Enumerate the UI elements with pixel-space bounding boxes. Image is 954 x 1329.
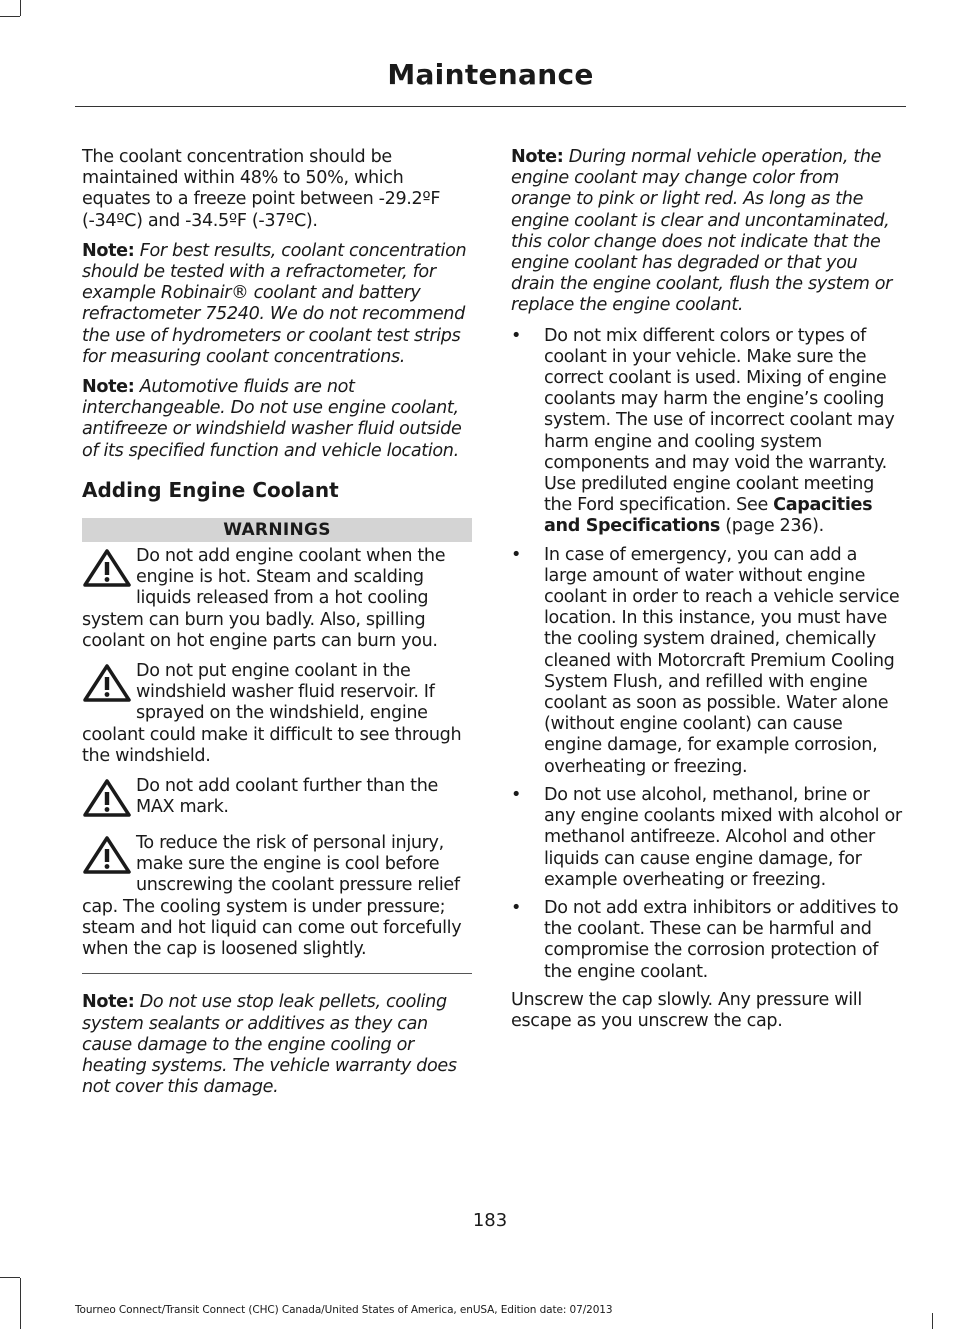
page-title: Maintenance	[387, 58, 594, 91]
page-number: 183	[472, 1210, 508, 1231]
warning-triangle-icon	[82, 548, 132, 590]
note-fluids	[82, 377, 472, 462]
list-item	[511, 326, 903, 538]
warning-text: Do not add coolant further than the MAX mark.	[136, 776, 439, 818]
closing-paragraph: Unscrew the cap slowly. Any pressure will escape as you unscrew the cap.	[511, 989, 862, 1031]
warning-item	[82, 661, 472, 767]
warning-text: To reduce the risk of personal injury, make sure the engine is cool before unscrewing the coolant pressure relief cap. The cooling system is under pressure; steam and hot liquid can come out forcefully when the cap is loosened slightly.	[82, 833, 462, 960]
warning-triangle-icon	[82, 663, 132, 705]
right-column	[511, 147, 903, 1041]
list-item-text: In case of emergency, you can add a large amount of water without engine coolant in order to reach a vehicle service location. In this instance, you must have the cooling system drained, chemically cleaned with Motorcraft Premium Cooling System Flush, and refilled with engine coolant as soon as possible. Water alone (without engine coolant) can cause engine damage, for example corrosion, overheating or freezing.	[544, 544, 900, 777]
note-text: For best results, coolant concentration should be tested with a refractometer, for example Robinair® coolant and battery refractometer 75240. We do not recommend the use of hydrometers or coolant test strips for measuring coolant concentrations.	[82, 240, 467, 367]
warning-item	[82, 546, 472, 652]
note-color-change	[511, 147, 903, 317]
note-text: Automotive fluids are not interchangeable. Do not use engine coolant, antifreeze or windshield washer fluid outside of its specified function and vehicle location.	[82, 377, 462, 461]
page-reference: (page 236).	[720, 516, 824, 537]
crop-mark	[20, 0, 21, 16]
warnings-header: WARNINGS	[82, 518, 472, 542]
crop-mark	[932, 1313, 933, 1329]
title-rule	[75, 106, 906, 107]
warnings-end-rule	[82, 973, 472, 974]
note-text: Do not use stop leak pellets, cooling system sealants or additives as they can cause damage to the engine cooling or heating systems. The vehicle warranty does not cover this damage.	[82, 992, 457, 1098]
bullet-icon: •	[511, 325, 522, 346]
note-label: Note:	[511, 147, 564, 167]
list-item-text: Do not use alcohol, methanol, brine or any engine coolants mixed with alcohol or methanol antifreeze. Alcohol and other liquids can cause engine damage, for example overheating or freezing.	[544, 784, 902, 890]
note-label: Note:	[82, 992, 135, 1013]
list-item	[511, 545, 903, 778]
warning-item	[82, 833, 472, 960]
bullet-icon: •	[511, 897, 522, 918]
coolant-bullet-list	[511, 326, 903, 983]
footer-text: Tourneo Connect/Transit Connect (CHC) Canada/United States of America, enUSA, Edition date: 07/2013	[75, 1304, 613, 1316]
list-item	[511, 898, 903, 983]
list-item	[511, 785, 903, 891]
warning-triangle-icon	[82, 835, 132, 877]
crop-mark	[20, 1278, 21, 1329]
bullet-icon: •	[511, 784, 522, 805]
note-label: Note:	[82, 240, 135, 261]
list-item-text: Do not mix different colors or types of coolant in your vehicle. Make sure the correct coolant is used. Mixing of engine coolants may harm the engine’s cooling system. The use of incorrect coolant may harm engine and cooling system components and may void the warranty. Use prediluted engine coolant meeting the Ford specification. See	[544, 325, 895, 516]
warning-triangle-icon	[82, 778, 132, 820]
crop-mark	[0, 16, 20, 17]
section-heading: Adding Engine Coolant	[82, 477, 339, 502]
crop-mark	[0, 1277, 20, 1278]
coolant-concentration-paragraph: The coolant concentration should be maintained within 48% to 50%, which equates to a freeze point between -29.2ºF (-34ºC) and -34.5ºF (-37ºC).	[82, 147, 441, 231]
warning-text: Do not put engine coolant in the windshield washer fluid reservoir. If sprayed on the windshield, engine coolant could make it difficult to see through the windshield.	[82, 661, 462, 766]
cross-reference-link[interactable]: Capacities and Specifications	[544, 495, 873, 537]
list-item-text: Do not add extra inhibitors or additives to the coolant. These can be harmful and compromise the corrosion protection of the engine coolant.	[544, 897, 899, 982]
warning-item	[82, 776, 472, 824]
note-text: During normal vehicle operation, the engine coolant may change color from orange to pink or light red. As long as the engine coolant is clear and uncontaminated, this color change does not indicate that the engine coolant has degraded or that you drain the engine coolant, flush the system or replace the engine coolant.	[511, 147, 893, 316]
note-stop-leak	[82, 992, 472, 1098]
bullet-icon: •	[511, 544, 522, 565]
left-column	[82, 147, 472, 1107]
warning-text: Do not add engine coolant when the engine is hot. Steam and scalding liquids released from a hot cooling system can burn you badly. Also, spilling coolant on hot engine parts can burn you.	[82, 546, 446, 651]
note-refractometer	[82, 241, 472, 368]
note-label: Note:	[82, 377, 135, 398]
